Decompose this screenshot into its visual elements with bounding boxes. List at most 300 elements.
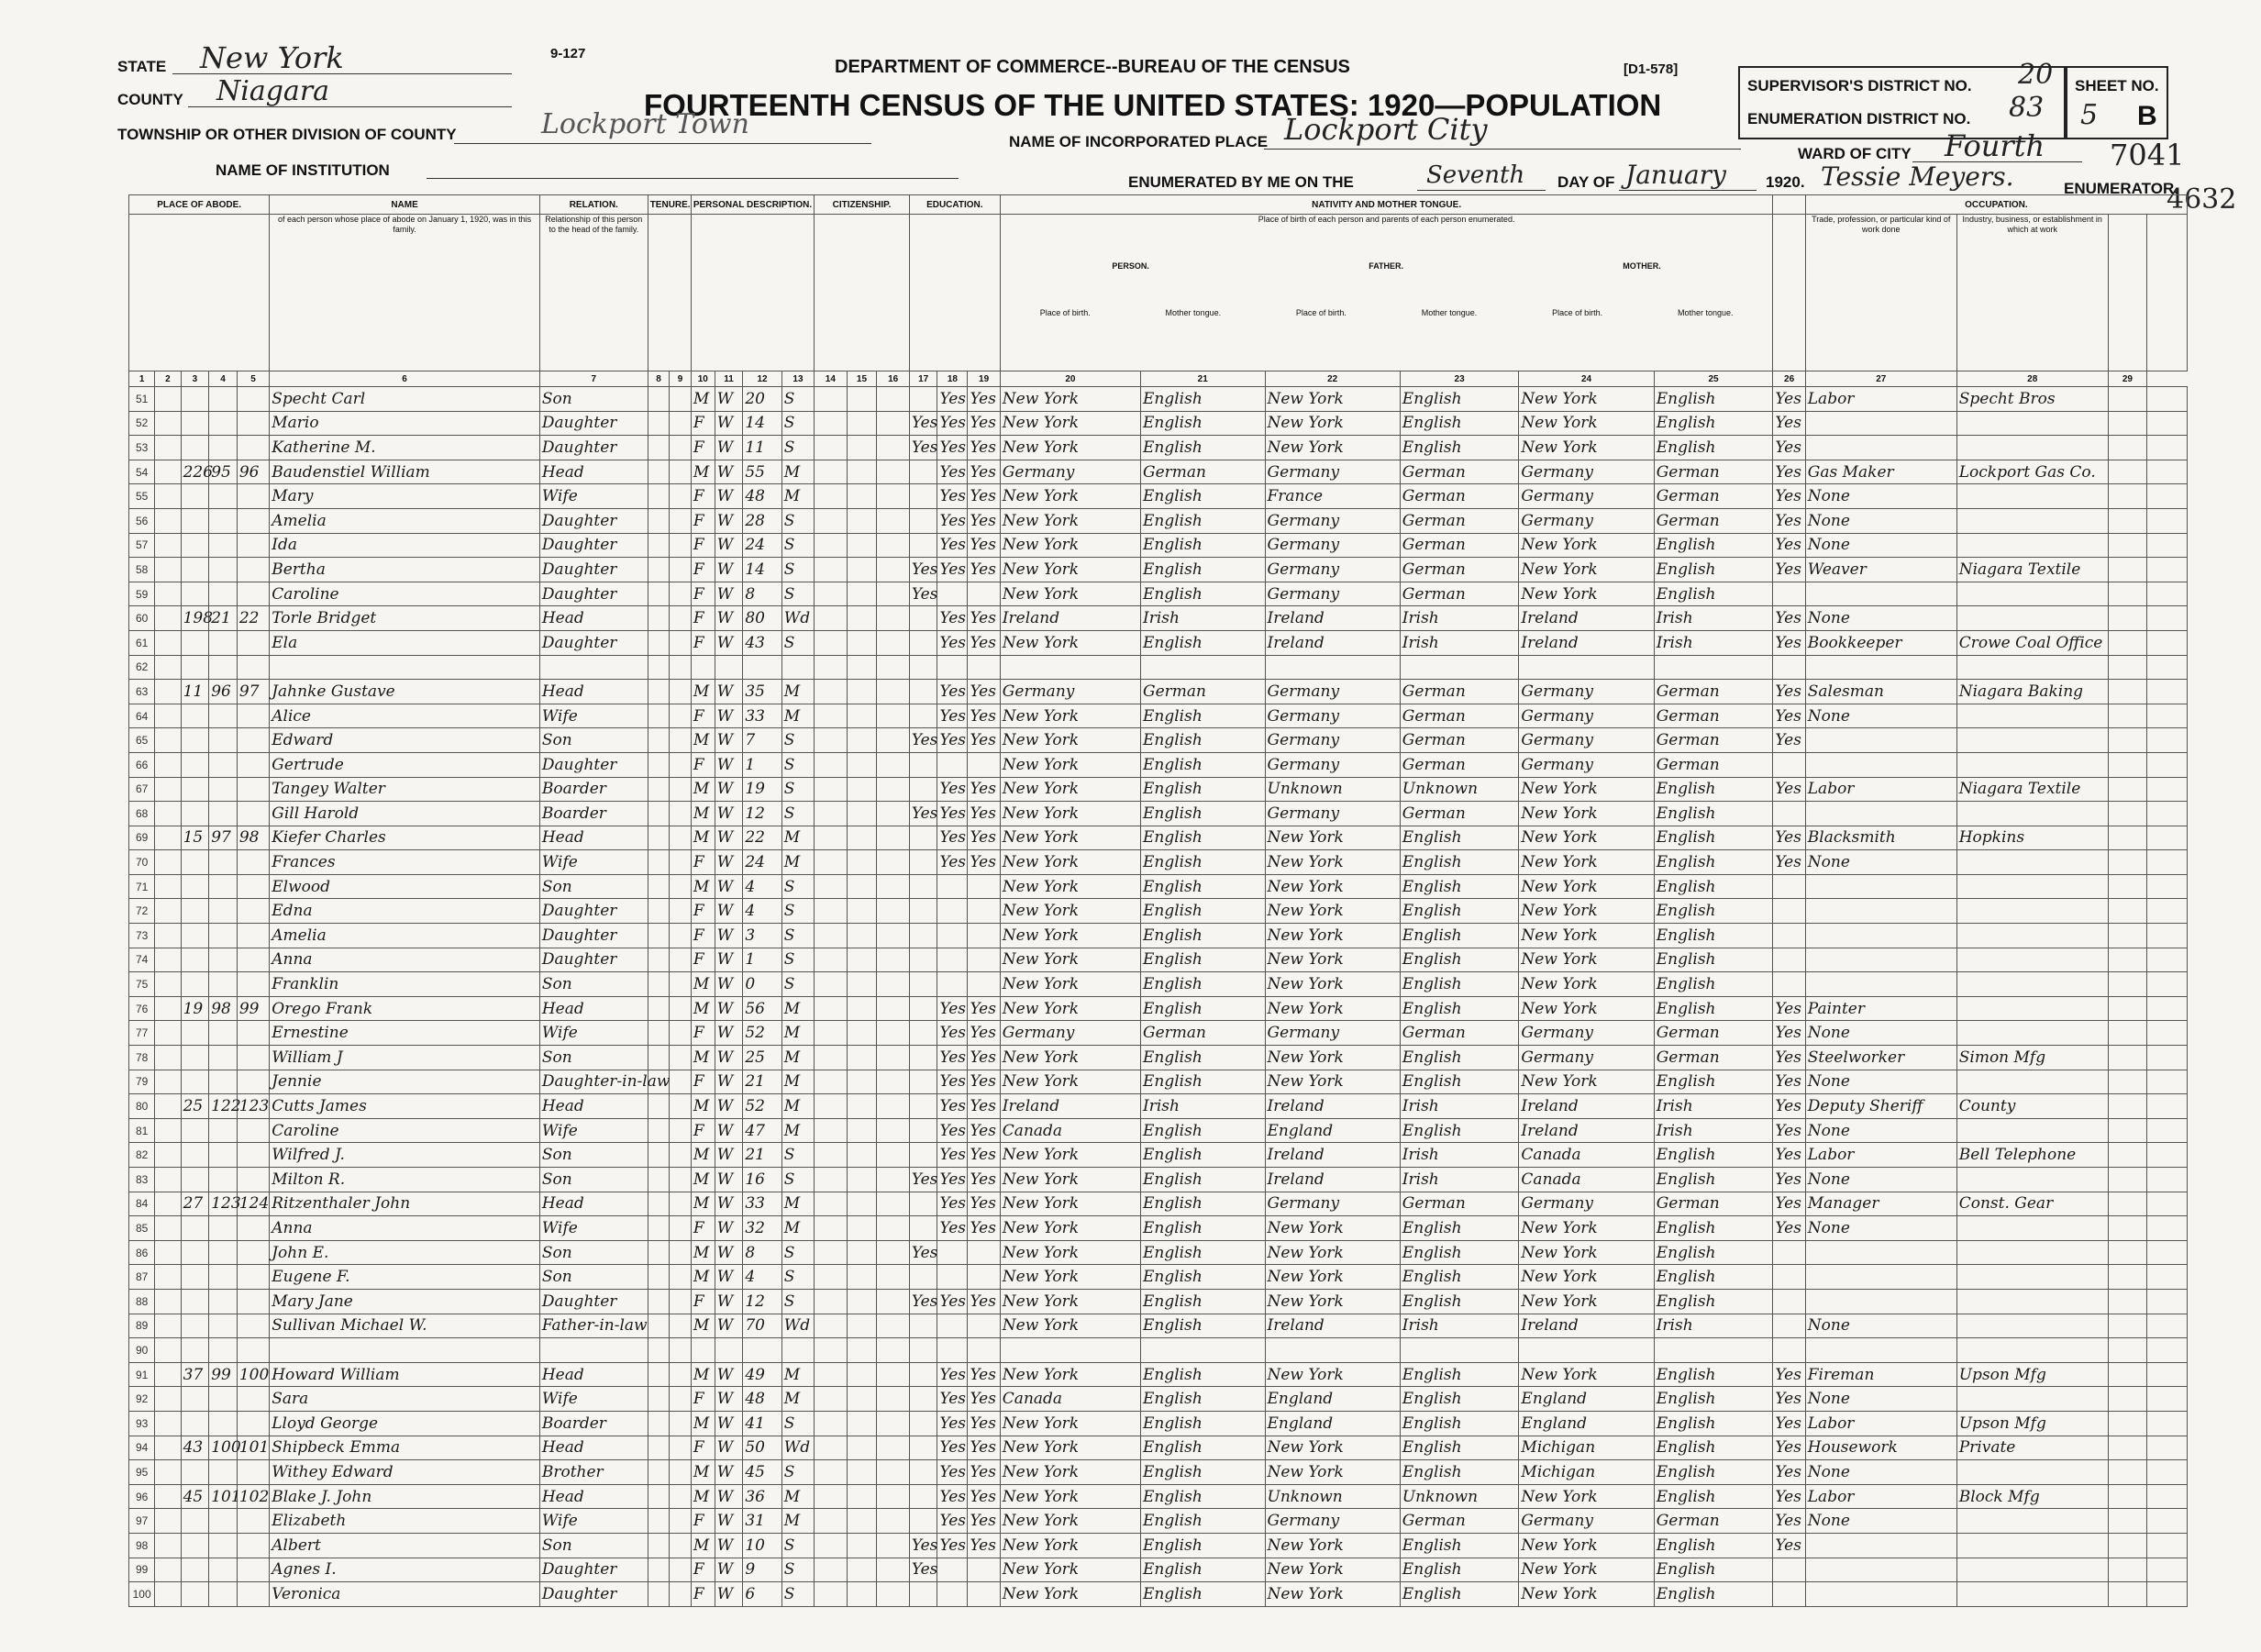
empty-cell: [815, 1168, 847, 1192]
empty-cell: [2108, 680, 2146, 704]
mother-mother-tongue-cell: German: [1654, 1021, 1773, 1046]
dwelling-number-cell: [209, 728, 238, 753]
empty-cell: [847, 680, 877, 704]
speaks-english-cell: [1773, 752, 1805, 777]
father-tongue-cell: Irish: [1400, 1314, 1519, 1338]
occupation-cell: Painter: [1805, 996, 1956, 1021]
school-cell: [909, 1411, 937, 1436]
empty-cell: [847, 1046, 877, 1070]
mother-tongue-cell: English: [1140, 948, 1265, 972]
industry-cell: Bell Telephone: [1956, 1143, 2108, 1168]
birthplace-cell: Germany: [1000, 460, 1140, 484]
house-number-cell: [181, 1289, 209, 1314]
mother-tongue-cell: English: [1140, 1558, 1265, 1582]
mother-mother-tongue-cell: English: [1654, 924, 1773, 948]
occupation-cell: Blacksmith: [1805, 826, 1956, 850]
person-name-cell: Milton R.: [270, 1168, 540, 1192]
marital-status-cell: S: [781, 1582, 814, 1607]
occupation-cell: [1805, 728, 1956, 753]
dwelling-number-cell: [209, 1387, 238, 1412]
person-name-cell: Caroline: [270, 1118, 540, 1143]
line-number-cell: 75: [129, 972, 155, 997]
birthplace-cell: New York: [1000, 1582, 1140, 1607]
industry-cell: Lockport Gas Co.: [1956, 460, 2108, 484]
race-cell: W: [715, 508, 743, 533]
mother-mother-tongue-cell: English: [1654, 1558, 1773, 1582]
industry-cell: [1956, 1289, 2108, 1314]
read-cell: Yes: [937, 1533, 968, 1558]
speaks-english-cell: Yes: [1773, 533, 1805, 558]
read-cell: Yes: [937, 1118, 968, 1143]
empty-cell: [2147, 1118, 2188, 1143]
table-row: [129, 1070, 2188, 1094]
birthplace-cell: New York: [1000, 1411, 1140, 1436]
empty-cell: [2108, 1338, 2146, 1363]
column-number: 23: [1400, 371, 1519, 387]
mother-tongue-cell: English: [1140, 1168, 1265, 1192]
birthplace-cell: New York: [1000, 874, 1140, 899]
marital-status-cell: M: [781, 704, 814, 728]
marital-status-cell: M: [781, 1046, 814, 1070]
empty-cell: [2108, 1558, 2146, 1582]
father-birthplace-cell: New York: [1265, 1265, 1400, 1290]
age-cell: 32: [743, 1216, 781, 1241]
occupation-cell: Labor: [1805, 1411, 1956, 1436]
speaks-english-cell: Yes: [1773, 1460, 1805, 1485]
empty-cell: [815, 1509, 847, 1534]
father-tongue-cell: [1400, 1338, 1519, 1363]
state-value: New York: [200, 40, 344, 75]
mother-birthplace-cell: New York: [1519, 1362, 1654, 1387]
industry-cell: Specht Bros: [1956, 387, 2108, 412]
father-birthplace-cell: Germany: [1265, 704, 1400, 728]
school-cell: [909, 948, 937, 972]
father-tongue-cell: English: [1400, 996, 1519, 1021]
column-number: 28: [1956, 371, 2108, 387]
write-cell: Yes: [968, 1460, 1000, 1485]
street-cell: [155, 802, 181, 826]
empty-cell: [815, 1289, 847, 1314]
read-cell: Yes: [937, 802, 968, 826]
mother-tongue-cell: English: [1140, 1509, 1265, 1534]
school-cell: Yes: [909, 802, 937, 826]
empty-cell: [815, 1192, 847, 1216]
family-number-cell: [237, 558, 269, 582]
line-number-cell: 57: [129, 533, 155, 558]
marital-status-cell: M: [781, 1021, 814, 1046]
house-number-cell: [181, 899, 209, 924]
race-cell: W: [715, 948, 743, 972]
table-row: [129, 1387, 2188, 1412]
empty-cell: [2108, 460, 2146, 484]
occupation-cell: Steelworker: [1805, 1046, 1956, 1070]
empty-cell: [877, 1070, 909, 1094]
father-birthplace-cell: France: [1265, 484, 1400, 509]
empty-cell: [877, 777, 909, 802]
empty-cell: [2108, 533, 2146, 558]
house-number-cell: 11: [181, 680, 209, 704]
relation-cell: Wife: [539, 704, 648, 728]
birthplace-cell: New York: [1000, 1168, 1140, 1192]
mother-birthplace-cell: New York: [1519, 1216, 1654, 1241]
relation-cell: Daughter: [539, 1582, 648, 1607]
house-number-cell: [181, 1070, 209, 1094]
read-cell: [937, 1558, 968, 1582]
relation-cell: Wife: [539, 1021, 648, 1046]
empty-cell: [670, 1168, 692, 1192]
relation-cell: Daughter: [539, 436, 648, 460]
street-cell: [155, 1436, 181, 1460]
marital-status-cell: S: [781, 411, 814, 436]
relation-cell: Daughter: [539, 924, 648, 948]
empty-cell: [815, 1070, 847, 1094]
industry-cell: [1956, 1216, 2108, 1241]
occupation-cell: Salesman: [1805, 680, 1956, 704]
family-number-cell: [237, 630, 269, 655]
empty-cell: [2108, 606, 2146, 631]
empty-cell: [877, 704, 909, 728]
person-name-cell: Sullivan Michael W.: [270, 1314, 540, 1338]
dwelling-number-cell: [209, 582, 238, 606]
empty-cell: [815, 850, 847, 875]
mother-birthplace-cell: New York: [1519, 826, 1654, 850]
sex-cell: F: [691, 1289, 715, 1314]
column-number: 5: [237, 371, 269, 387]
empty-cell: [670, 728, 692, 753]
race-cell: W: [715, 972, 743, 997]
read-cell: Yes: [937, 1046, 968, 1070]
table-row: [129, 1436, 2188, 1460]
birthplace-cell: New York: [1000, 630, 1140, 655]
mother-mother-tongue-cell: Irish: [1654, 1314, 1773, 1338]
street-cell: [155, 728, 181, 753]
mother-birthplace-cell: New York: [1519, 558, 1654, 582]
relation-cell: Son: [539, 1168, 648, 1192]
write-cell: Yes: [968, 704, 1000, 728]
empty-cell: [815, 996, 847, 1021]
birthplace-cell: New York: [1000, 1460, 1140, 1485]
mother-tongue-cell: English: [1140, 1070, 1265, 1094]
person-name-cell: Franklin: [270, 972, 540, 997]
industry-cell: [1956, 1070, 2108, 1094]
mother-tongue-cell: English: [1140, 802, 1265, 826]
mother-birthplace-cell: Canada: [1519, 1143, 1654, 1168]
read-cell: [937, 1582, 968, 1607]
marital-status-cell: M: [781, 1118, 814, 1143]
sex-cell: F: [691, 1582, 715, 1607]
empty-cell: [670, 1216, 692, 1241]
empty-cell: [648, 704, 670, 728]
read-cell: [937, 1240, 968, 1265]
age-cell: 0: [743, 972, 781, 997]
empty-cell: [815, 874, 847, 899]
mother-mother-tongue-cell: German: [1654, 1192, 1773, 1216]
table-row: [129, 1021, 2188, 1046]
marital-status-cell: M: [781, 850, 814, 875]
occupation-cell: Labor: [1805, 387, 1956, 412]
marital-status-cell: S: [781, 558, 814, 582]
mother-mother-tongue-cell: English: [1654, 582, 1773, 606]
street-cell: [155, 1338, 181, 1363]
race-cell: W: [715, 1533, 743, 1558]
speaks-english-cell: Yes: [1773, 1509, 1805, 1534]
read-cell: Yes: [937, 996, 968, 1021]
table-row: [129, 436, 2188, 460]
industry-cell: Niagara Baking: [1956, 680, 2108, 704]
read-cell: Yes: [937, 777, 968, 802]
write-cell: Yes: [968, 1387, 1000, 1412]
dwelling-number-cell: [209, 1168, 238, 1192]
empty-cell: [815, 1558, 847, 1582]
race-cell: W: [715, 1460, 743, 1485]
county-value: Niagara: [216, 75, 330, 107]
race-cell: W: [715, 1289, 743, 1314]
marital-status-cell: [781, 1338, 814, 1363]
dwelling-number-cell: [209, 1143, 238, 1168]
school-cell: Yes: [909, 1168, 937, 1192]
marital-status-cell: [781, 655, 814, 680]
mother-birthplace-cell: New York: [1519, 1484, 1654, 1509]
marital-status-cell: S: [781, 1289, 814, 1314]
house-number-cell: [181, 752, 209, 777]
family-number-cell: [237, 1216, 269, 1241]
empty-cell: [847, 1240, 877, 1265]
table-row: [129, 1265, 2188, 1290]
sex-cell: M: [691, 1314, 715, 1338]
line-number-cell: 62: [129, 655, 155, 680]
column-number: 24: [1519, 371, 1654, 387]
read-cell: Yes: [937, 1021, 968, 1046]
form-number: [D1-578]: [1624, 61, 1679, 77]
father-birthplace-cell: Ireland: [1265, 630, 1400, 655]
age-cell: 52: [743, 1094, 781, 1119]
empty-cell: [815, 411, 847, 436]
empty-cell: [648, 606, 670, 631]
street-cell: [155, 460, 181, 484]
read-cell: [937, 582, 968, 606]
empty-cell: [648, 826, 670, 850]
relation-cell: Head: [539, 1094, 648, 1119]
house-number-cell: [181, 777, 209, 802]
father-tongue-cell: Unknown: [1400, 777, 1519, 802]
house-number-cell: 43: [181, 1436, 209, 1460]
mother-birthplace-cell: Ireland: [1519, 1094, 1654, 1119]
empty-cell: [2147, 704, 2188, 728]
industry-cell: [1956, 1558, 2108, 1582]
industry-cell: [1956, 1387, 2108, 1412]
age-cell: 52: [743, 1021, 781, 1046]
father-tongue-cell: English: [1400, 874, 1519, 899]
age-cell: 1: [743, 752, 781, 777]
column-number: 16: [877, 371, 909, 387]
school-cell: [909, 972, 937, 997]
mother-mother-tongue-cell: [1654, 655, 1773, 680]
mother-tongue-cell: English: [1140, 826, 1265, 850]
mother-mother-tongue-cell: English: [1654, 1460, 1773, 1485]
family-number-cell: [237, 728, 269, 753]
person-name-cell: Amelia: [270, 508, 540, 533]
father-tongue-cell: German: [1400, 508, 1519, 533]
person-name-cell: Agnes I.: [270, 1558, 540, 1582]
family-number-cell: [237, 1460, 269, 1485]
table-row: [129, 630, 2188, 655]
relation-cell: Daughter: [539, 948, 648, 972]
father-tongue-cell: Irish: [1400, 1094, 1519, 1119]
mother-mother-tongue-cell: English: [1654, 826, 1773, 850]
empty-cell: [877, 680, 909, 704]
write-cell: Yes: [968, 1118, 1000, 1143]
race-cell: W: [715, 1118, 743, 1143]
school-cell: [909, 680, 937, 704]
empty-cell: [847, 1216, 877, 1241]
line-number-cell: 78: [129, 1046, 155, 1070]
empty-cell: [670, 850, 692, 875]
sex-cell: M: [691, 728, 715, 753]
race-cell: W: [715, 1094, 743, 1119]
age-cell: 20: [743, 387, 781, 412]
father-birthplace-cell: New York: [1265, 1216, 1400, 1241]
birthplace-cell: New York: [1000, 802, 1140, 826]
school-cell: [909, 1460, 937, 1485]
mother-mother-tongue-cell: English: [1654, 802, 1773, 826]
sex-cell: F: [691, 558, 715, 582]
marital-status-cell: S: [781, 1411, 814, 1436]
father-birthplace-cell: Ireland: [1265, 1143, 1400, 1168]
occupation-cell: [1805, 1265, 1956, 1290]
family-number-cell: [237, 1289, 269, 1314]
sex-cell: F: [691, 948, 715, 972]
mother-birthplace-cell: Ireland: [1519, 1314, 1654, 1338]
mother-mother-tongue-cell: English: [1654, 1168, 1773, 1192]
empty-cell: [670, 1314, 692, 1338]
sex-cell: F: [691, 582, 715, 606]
dwelling-number-cell: [209, 1411, 238, 1436]
industry-cell: Hopkins: [1956, 826, 2108, 850]
column-number: 13: [781, 371, 814, 387]
father-birthplace-cell: [1265, 655, 1400, 680]
race-cell: W: [715, 1070, 743, 1094]
tongue-heading: Mother tongue.: [1421, 308, 1478, 317]
empty-cell: [815, 484, 847, 509]
race-cell: W: [715, 1582, 743, 1607]
street-cell: [155, 826, 181, 850]
father-tongue-cell: German: [1400, 752, 1519, 777]
father-tongue-cell: English: [1400, 972, 1519, 997]
father-tongue-cell: German: [1400, 680, 1519, 704]
mother-birthplace-cell: Germany: [1519, 460, 1654, 484]
empty-cell: [648, 802, 670, 826]
empty-cell: [847, 1582, 877, 1607]
empty-cell: [648, 1387, 670, 1412]
house-number-cell: [181, 704, 209, 728]
empty-cell: [648, 1533, 670, 1558]
empty-cell: [2108, 924, 2146, 948]
house-number-cell: [181, 655, 209, 680]
mother-birthplace-cell: England: [1519, 1411, 1654, 1436]
industry-subheading: Industry, business, or establishment in which at work: [1956, 215, 2108, 371]
occupation-cell: [1805, 802, 1956, 826]
empty-cell: [847, 1460, 877, 1485]
relation-cell: Boarder: [539, 802, 648, 826]
mother-mother-tongue-cell: English: [1654, 1289, 1773, 1314]
table-row: [129, 1143, 2188, 1168]
read-cell: Yes: [937, 460, 968, 484]
street-cell: [155, 704, 181, 728]
occupation-cell: [1805, 1582, 1956, 1607]
mother-mother-tongue-cell: English: [1654, 1411, 1773, 1436]
speaks-english-cell: Yes: [1773, 460, 1805, 484]
mother-mother-tongue-cell: Irish: [1654, 1094, 1773, 1119]
speaks-english-cell: Yes: [1773, 1168, 1805, 1192]
line-number-cell: 67: [129, 777, 155, 802]
father-tongue-cell: German: [1400, 728, 1519, 753]
empty-cell: [648, 630, 670, 655]
empty-cell: [648, 1509, 670, 1534]
empty-cell: [670, 924, 692, 948]
family-number-cell: [237, 1314, 269, 1338]
empty-cell: [648, 752, 670, 777]
line-number-cell: 68: [129, 802, 155, 826]
column-number: 2: [155, 371, 181, 387]
marital-status-cell: S: [781, 1168, 814, 1192]
relation-cell: Daughter: [539, 1558, 648, 1582]
empty-cell: [815, 1582, 847, 1607]
street-cell: [155, 606, 181, 631]
industry-cell: [1956, 850, 2108, 875]
industry-cell: County: [1956, 1094, 2108, 1119]
day-value: Seventh: [1426, 161, 1525, 189]
race-cell: W: [715, 1216, 743, 1241]
table-row: [129, 1046, 2188, 1070]
father-tongue-cell: English: [1400, 899, 1519, 924]
empty-cell: [670, 802, 692, 826]
family-number-cell: 22: [237, 606, 269, 631]
dwelling-number-cell: 96: [209, 680, 238, 704]
pob-heading: Place of birth.: [1552, 308, 1603, 317]
column-number: 25: [1654, 371, 1773, 387]
column-number: 14: [815, 371, 847, 387]
race-cell: W: [715, 850, 743, 875]
father-tongue-cell: German: [1400, 1509, 1519, 1534]
table-row: [129, 996, 2188, 1021]
table-row: [129, 582, 2188, 606]
table-row: [129, 460, 2188, 484]
empty-cell: [2147, 460, 2188, 484]
relation-cell: Daughter: [539, 899, 648, 924]
mother-tongue-cell: English: [1140, 704, 1265, 728]
column-number: 27: [1805, 371, 1956, 387]
table-row: [129, 1338, 2188, 1363]
column-number: 20: [1000, 371, 1140, 387]
relation-cell: Daughter-in-law: [539, 1070, 648, 1094]
mother-birthplace-cell: New York: [1519, 533, 1654, 558]
family-number-cell: 123: [237, 1094, 269, 1119]
birthplace-cell: New York: [1000, 558, 1140, 582]
township-line: [454, 143, 871, 144]
mother-mother-tongue-cell: Irish: [1654, 1118, 1773, 1143]
father-tongue-cell: English: [1400, 1411, 1519, 1436]
age-cell: 80: [743, 606, 781, 631]
write-cell: Yes: [968, 1168, 1000, 1192]
empty-cell: [670, 1411, 692, 1436]
speaks-english-cell: Yes: [1773, 630, 1805, 655]
township-label: TOWNSHIP OR OTHER DIVISION OF COUNTY: [117, 126, 457, 143]
house-number-cell: [181, 484, 209, 509]
mother-birthplace-cell: Germany: [1519, 752, 1654, 777]
empty-cell: [2147, 508, 2188, 533]
mother-mother-tongue-cell: English: [1654, 899, 1773, 924]
sex-cell: F: [691, 533, 715, 558]
